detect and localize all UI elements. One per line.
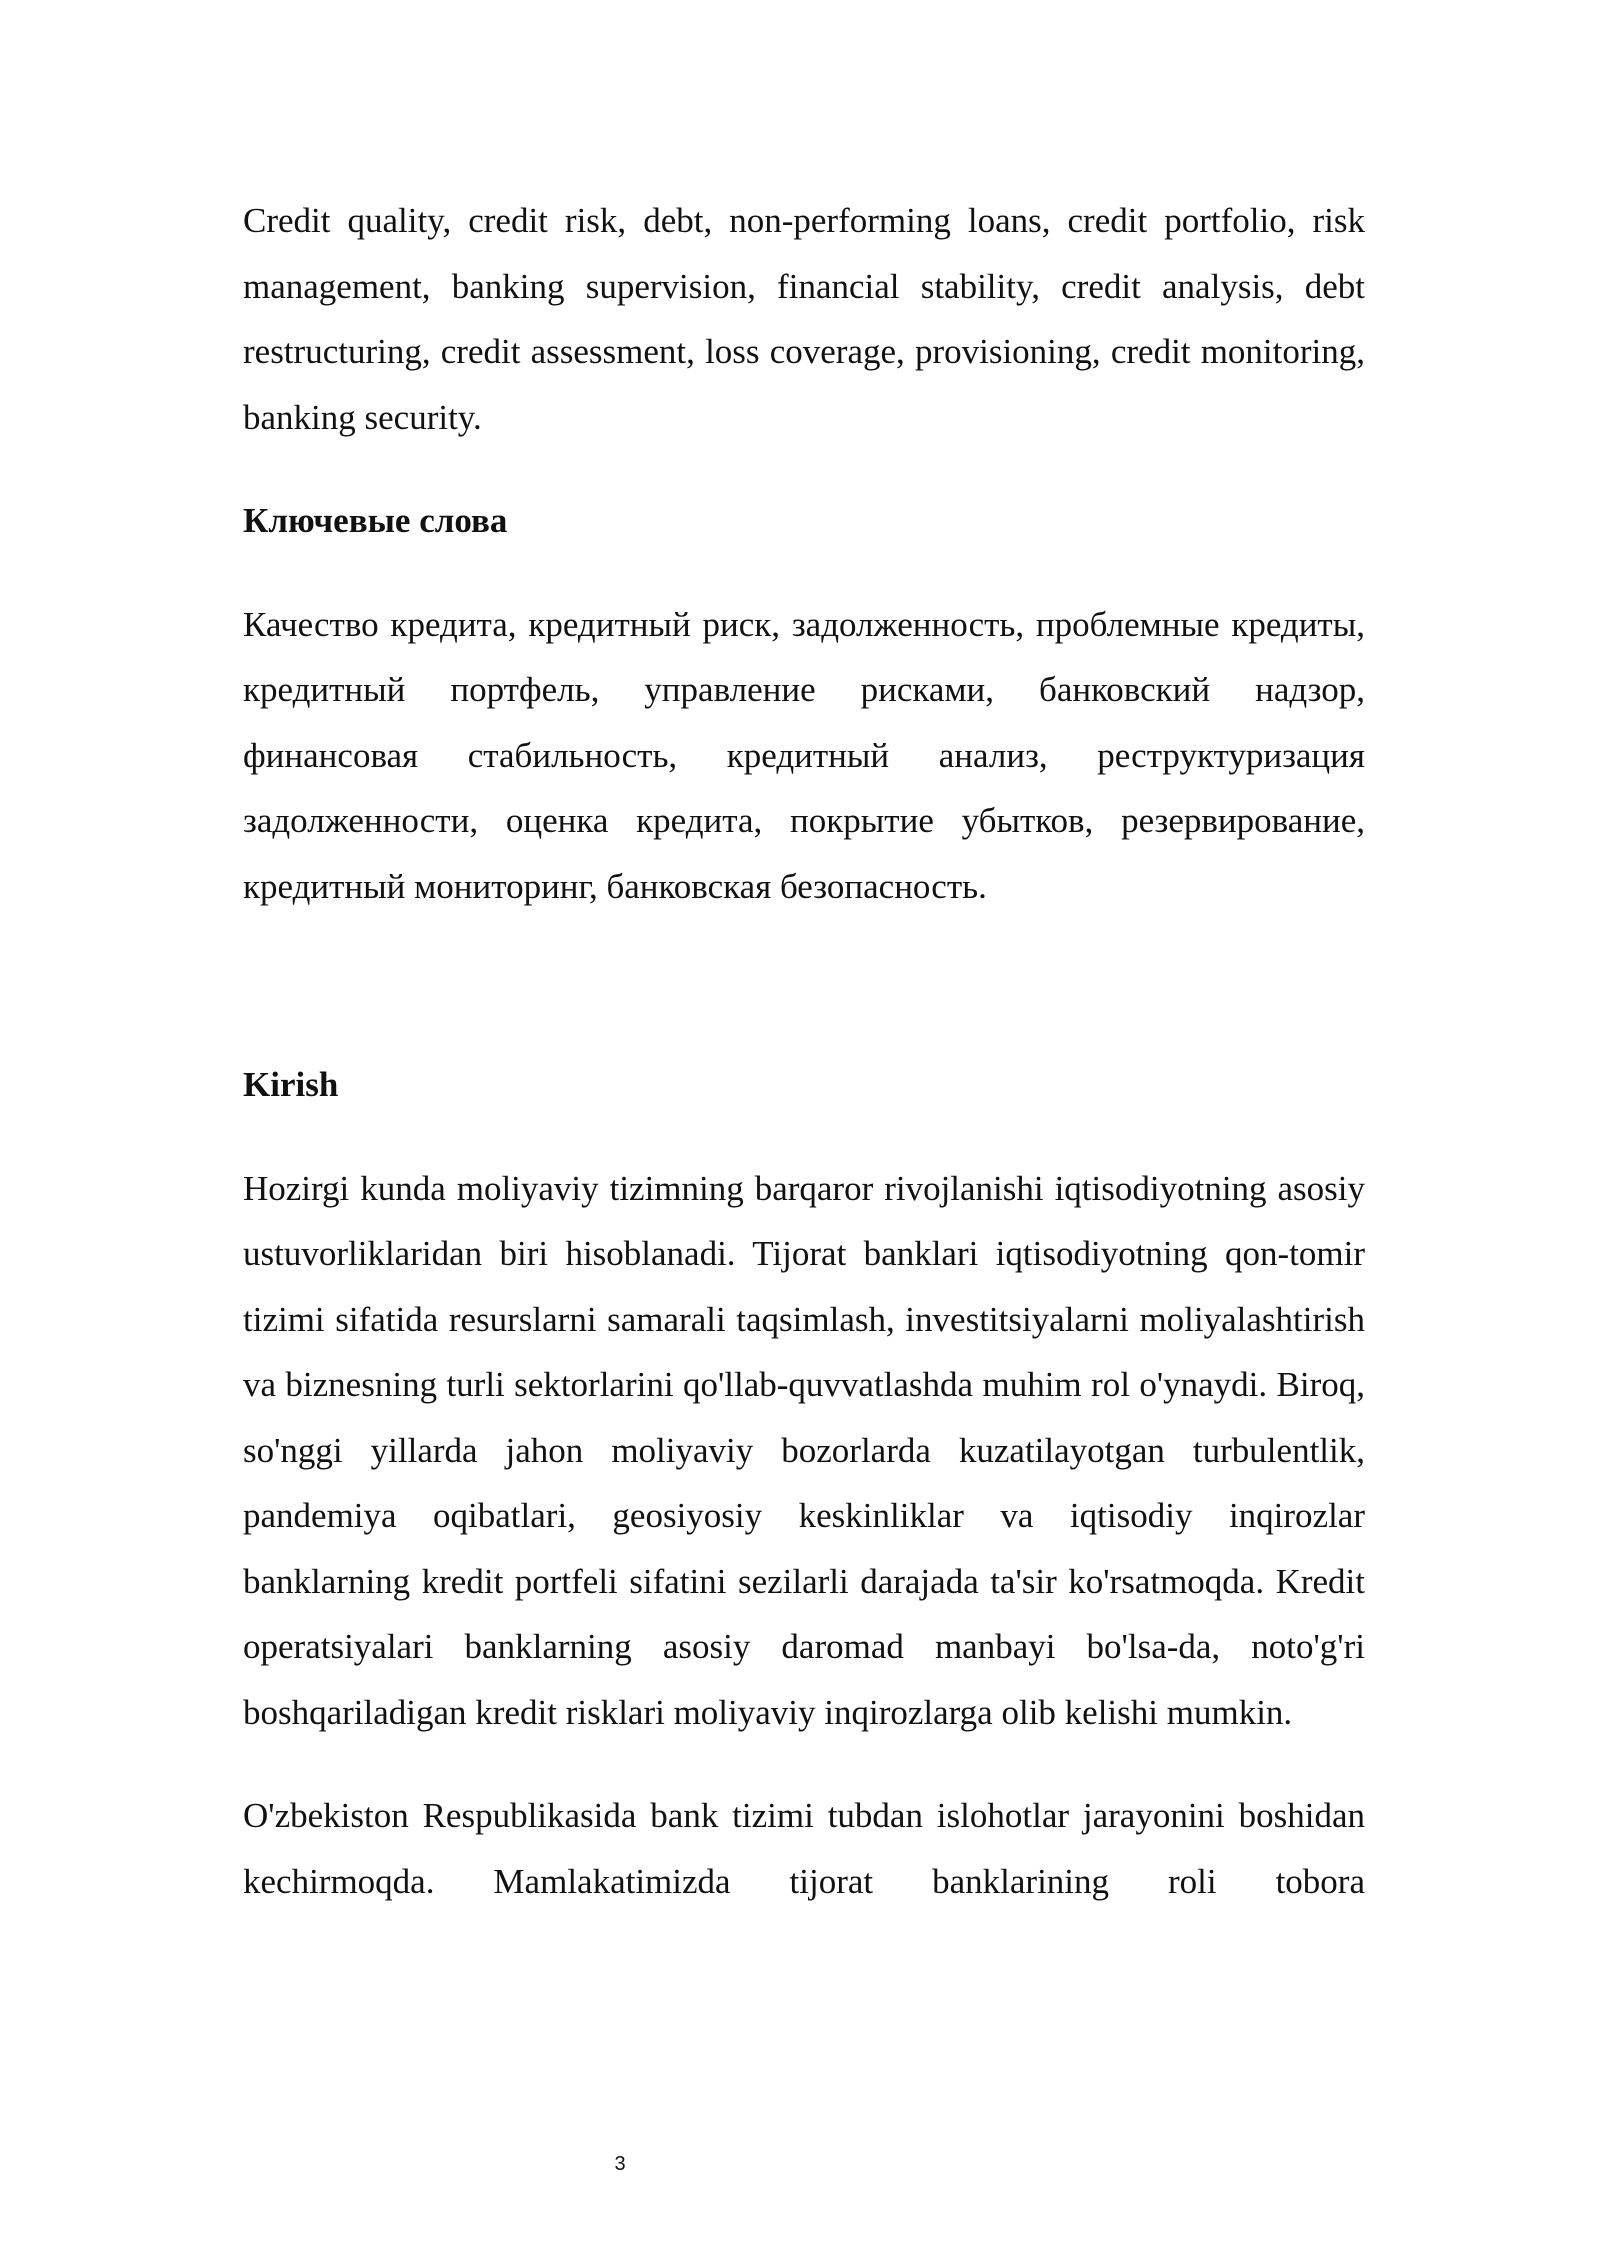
keywords-ru-heading: Ключевые слова (243, 501, 508, 540)
keywords-en-paragraph: Credit quality, credit risk, debt, non-performing loans, credit portfolio, risk management, banking supervision, financial stability, credit analysis, debt restructuring, credit assessment, loss coverage, provisioning, credit monitoring, banking security. (243, 201, 1365, 437)
spacer (243, 554, 1365, 592)
page-content (243, 188, 1365, 1914)
keywords-ru-paragraph: Качество кредита, кредитный риск, задолженность, проблемные кредиты, кредитный портфель, управление рисками, банковский надзор, финансовая стабильность, кредитный анализ, реструктуризация задолженности, оценка кредита, покрытие убытков, резервирование, кредитный мониторинг, банковская безопасность. (243, 604, 1365, 906)
introduction-paragraph-2: O'zbekiston Respublikasida bank tizimi tubdan islohotlar jarayonini boshidan kechirmoqda. Mamlakatimizda tijorat banklarining roli tobora (243, 1796, 1365, 1901)
page-number: 3 (614, 2153, 626, 2175)
spacer (243, 1118, 1365, 1156)
spacer (243, 450, 1365, 488)
introduction-heading: Kirish (243, 1065, 339, 1104)
introduction-paragraph-1: Hozirgi kunda moliyaviy tizimning barqaror rivojlanishi iqtisodiyotning asosiy ustuvorliklaridan biri hisoblanadi. Tijorat banklari iqtisodiyotning qon-tomir tizimi sifatida resurslarni samarali taqsimlash, investitsiyalarni moliyalashtirish va biznesning turli sektorlarini qo'llab-quvvatlashda muhim rol o'ynaydi. Biroq, so'nggi yillarda jahon moliyaviy bozorlarda kuzatilayotgan turbulentlik, pandemiya oqibatlari, geosiyosiy keskinliklar va iqtisodiy inqirozlar banklarning kredit portfeli sifatini sezilarli darajada ta'sir ko'rsatmoqda. Kredit operatsiyalari banklarning asosiy daromad manbayi bo'lsa-da, noto'g'ri boshqariladigan kredit risklari moliyaviy inqirozlarga olib kelishi mumkin. (243, 1168, 1365, 1732)
spacer (243, 919, 1365, 1052)
spacer (243, 1745, 1365, 1783)
